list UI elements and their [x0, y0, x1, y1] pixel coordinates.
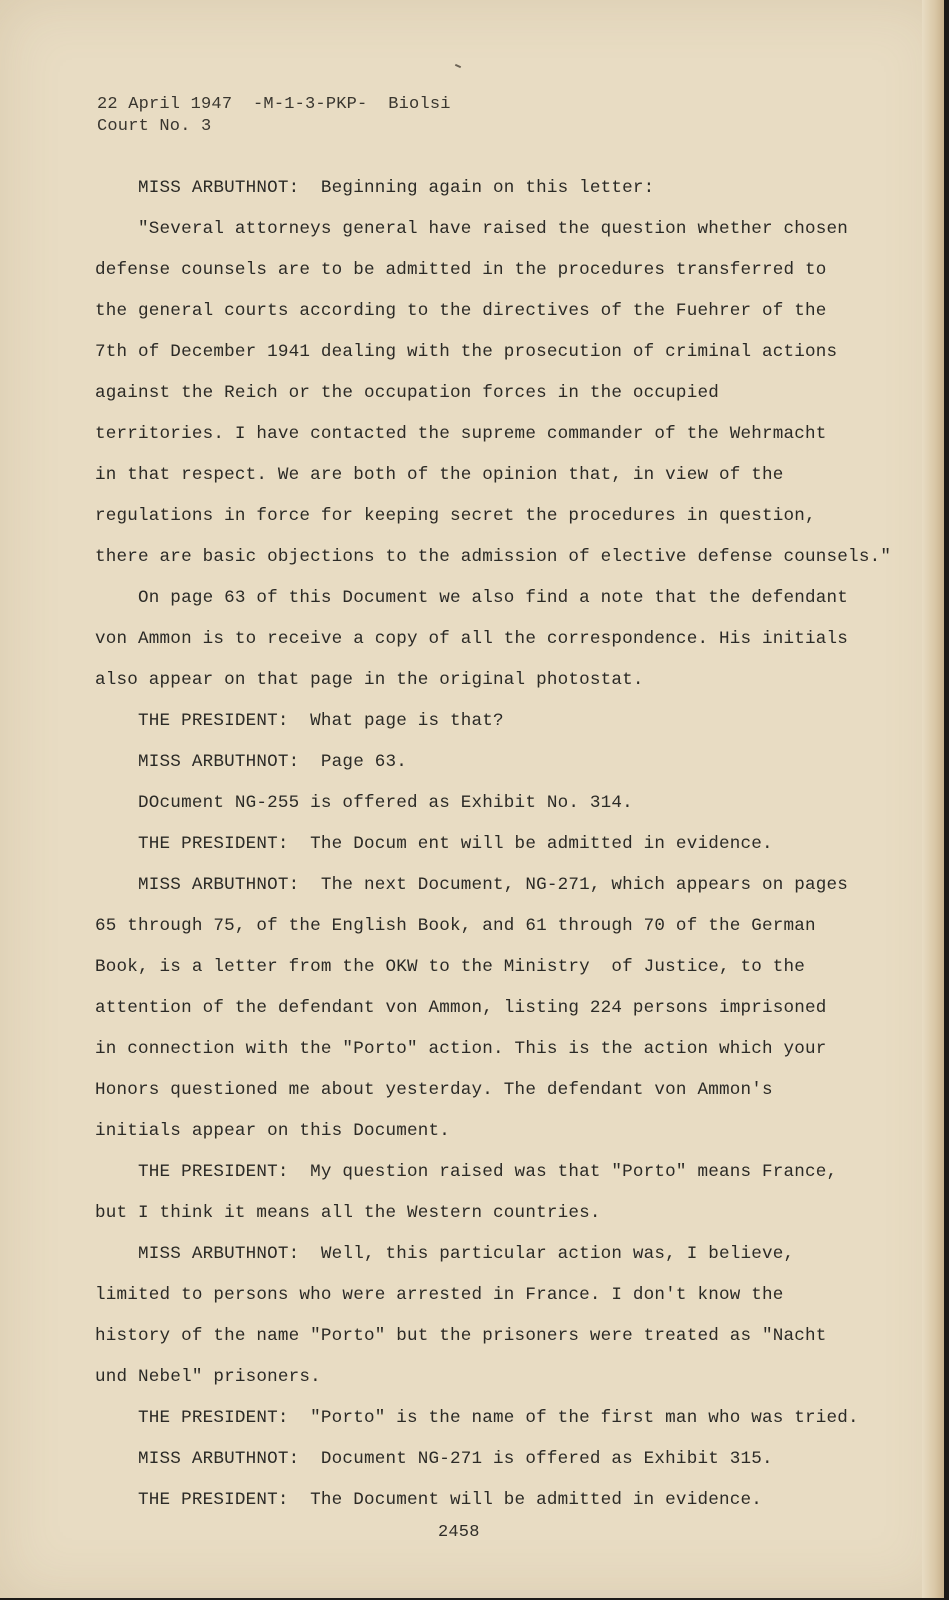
- transcript-line: DOcument NG-255 is offered as Exhibit No. 314.: [95, 793, 633, 813]
- header-court-line: Court No. 3: [97, 117, 212, 136]
- transcript-line: also appear on that page in the original photostat.: [95, 670, 644, 690]
- transcript-line: in connection with the "Porto" action. This is the action which your: [95, 1039, 827, 1059]
- transcript-line: MISS ARBUTHNOT: Document NG-271 is offered as Exhibit 315.: [95, 1449, 773, 1469]
- transcript-line: but I think it means all the Western countries.: [95, 1203, 601, 1223]
- transcript-line: THE PRESIDENT: The Docum ent will be admitted in evidence.: [95, 834, 773, 854]
- transcript-line: limited to persons who were arrested in France. I don't know the: [95, 1285, 784, 1305]
- transcript-line: THE PRESIDENT: The Document will be admitted in evidence.: [95, 1490, 762, 1510]
- transcript-line: 7th of December 1941 dealing with the prosecution of criminal actions: [95, 342, 838, 362]
- transcript-line: initials appear on this Document.: [95, 1121, 451, 1141]
- transcript-line: regulations in force for keeping secret the procedures in question,: [95, 506, 816, 526]
- transcript-line: MISS ARBUTHNOT: Beginning again on this letter:: [95, 178, 655, 198]
- transcript-line: "Several attorneys general have raised the question whether chosen: [95, 219, 849, 239]
- transcript-line: und Nebel" prisoners.: [95, 1367, 321, 1387]
- transcript-line: territories. I have contacted the supreme commander of the Wehrmacht: [95, 424, 827, 444]
- transcript-line: MISS ARBUTHNOT: The next Document, NG-271, which appears on pages: [95, 875, 849, 895]
- transcript-line: in that respect. We are both of the opinion that, in view of the: [95, 465, 784, 485]
- ink-mark: [455, 64, 461, 68]
- transcript-line: von Ammon is to receive a copy of all the correspondence. His initials: [95, 629, 849, 649]
- transcript-line: MISS ARBUTHNOT: Well, this particular action was, I believe,: [95, 1244, 795, 1264]
- transcript-line: defense counsels are to be admitted in the procedures transferred to: [95, 260, 827, 280]
- transcript-line: Book, is a letter from the OKW to the Ministry of Justice, to the: [95, 957, 806, 977]
- transcript-line: history of the name "Porto" but the prisoners were treated as "Nacht: [95, 1326, 827, 1346]
- page-number: 2458: [438, 1523, 480, 1542]
- transcript-line: MISS ARBUTHNOT: Page 63.: [95, 752, 407, 772]
- transcript-line: THE PRESIDENT: "Porto" is the name of the first man who was tried.: [95, 1408, 859, 1428]
- transcript-line: attention of the defendant von Ammon, listing 224 persons imprisoned: [95, 998, 827, 1018]
- page-edge: [922, 0, 944, 1598]
- transcript-line: On page 63 of this Document we also find a note that the defendant: [95, 588, 849, 608]
- transcript-line: THE PRESIDENT: My question raised was that "Porto" means France,: [95, 1162, 838, 1182]
- transcript-line: the general courts according to the directives of the Fuehrer of the: [95, 301, 827, 321]
- transcript-line: Honors questioned me about yesterday. The defendant von Ammon's: [95, 1080, 773, 1100]
- transcript-line: there are basic objections to the admission of elective defense counsels.": [95, 547, 892, 567]
- transcript-line: THE PRESIDENT: What page is that?: [95, 711, 504, 731]
- header-date-line: 22 April 1947 -M-1-3-PKP- Biolsi: [97, 95, 451, 114]
- transcript-line: against the Reich or the occupation forces in the occupied: [95, 383, 719, 403]
- transcript-line: 65 through 75, of the English Book, and 61 through 70 of the German: [95, 916, 816, 936]
